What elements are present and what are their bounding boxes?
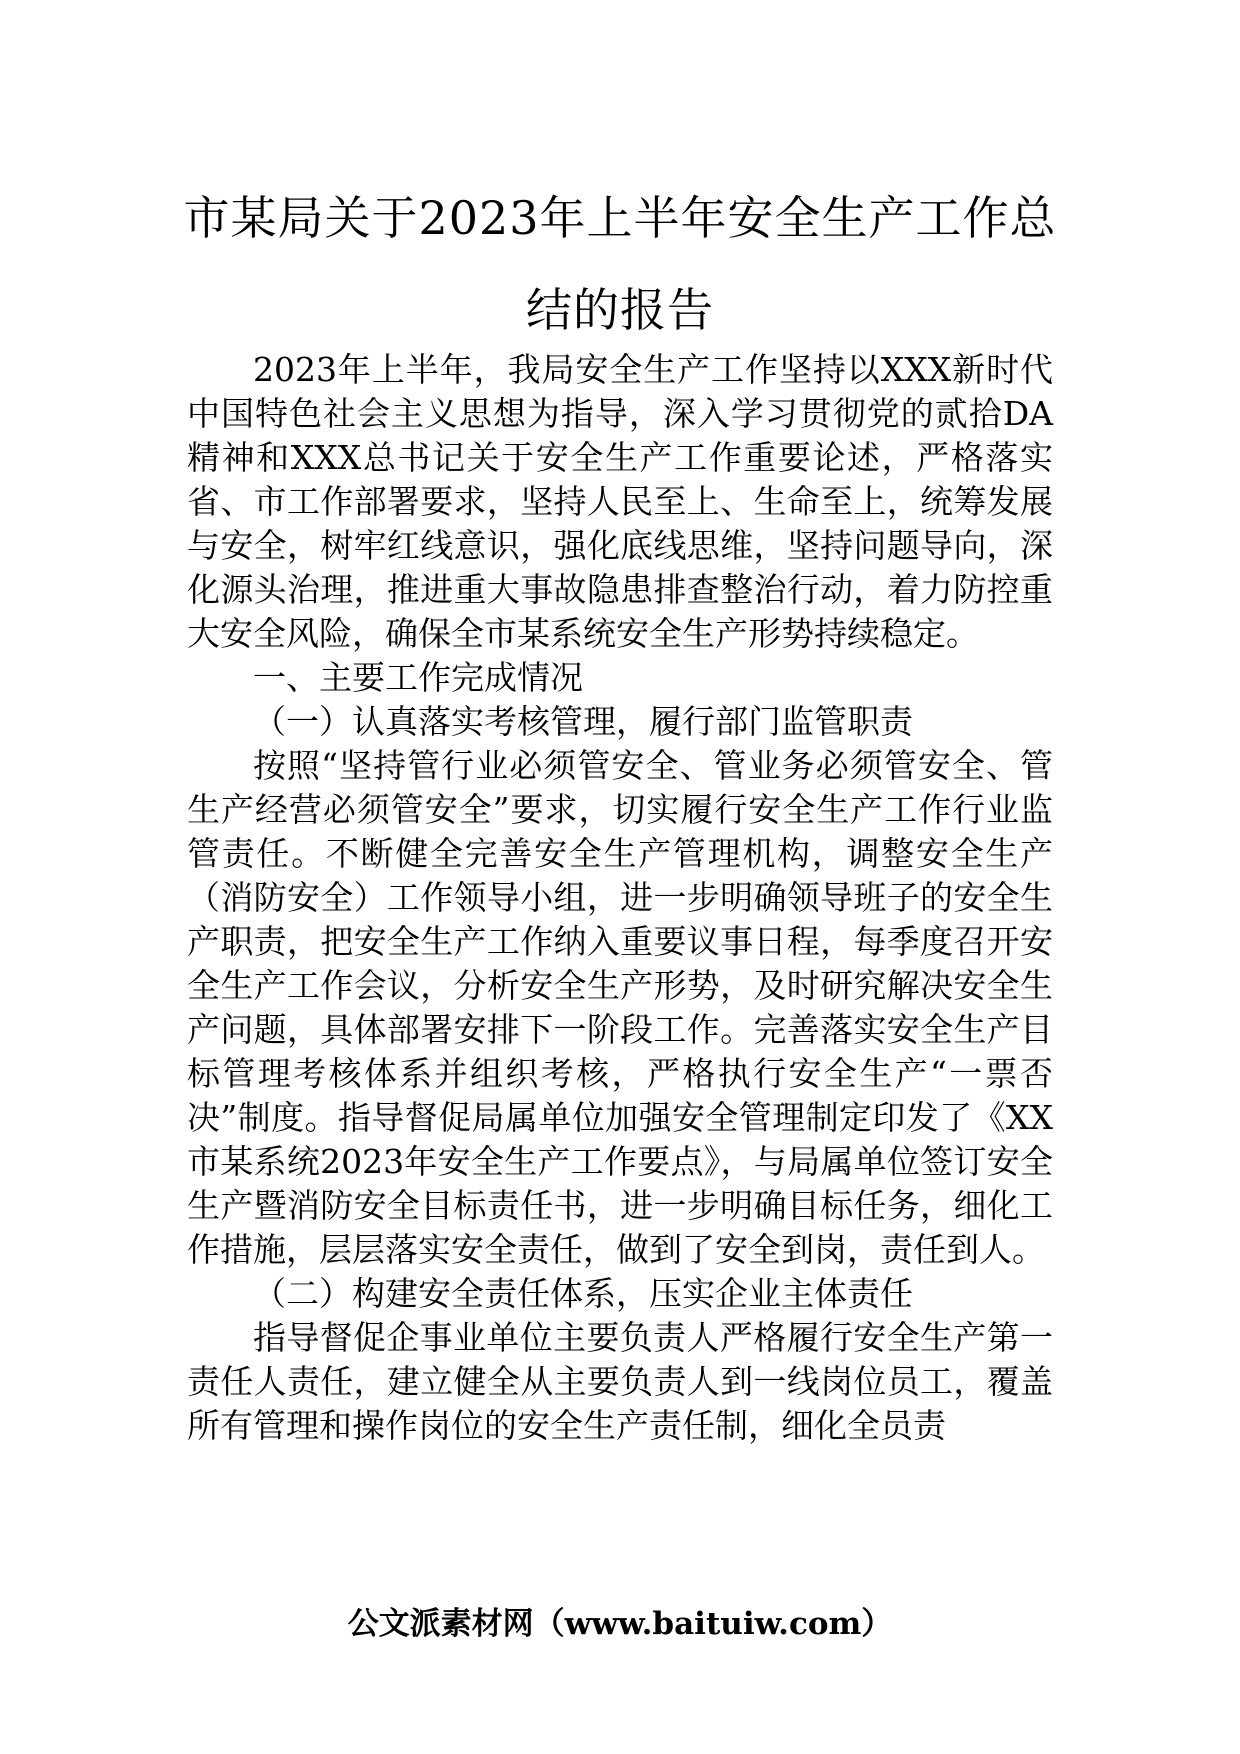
body-paragraph-2: 指导督促企事业单位主要负责人严格履行安全生产第一责任人责任，建立健全从主要负责人到一线岗位员工，覆盖所有管理和操作岗位的安全生产责任制，细化全员责	[187, 1318, 1053, 1445]
sub-heading-1: （一）认真落实考核管理，履行部门监管职责	[253, 702, 913, 741]
body-paragraph-1: 按照“坚持管行业必须管安全、管业务必须管安全、管生产经营必须管安全”要求，切实履行安全生产工作行业监管责任。不断健全完善安全生产管理机构，调整安全生产（消防安全）工作领导小组，进一步明确领导班子的安全生产职责，把安全生产工作纳入重要议事日程，每季度召开安全生产工作会议，分析安全生产形势，及时研究解决安全生产问题，具体部署安排下一阶段工作。完善落实安全生产目标管理考核体系并组织考核，严格执行安全生产“一票否决”制度。指导督促局属单位加强安全管理制定印发了《XX市某系统2023年安全生产工作要点》，与局属单位签订安全生产暨消防安全目标责任书，进一步明确目标任务，细化工作措施，层层落实安全责任，做到了安全到岗，责任到人。	[187, 746, 1053, 1269]
footer-watermark: 公文派素材网（www.baituiw.com）	[347, 1606, 893, 1642]
document-body	[187, 348, 1053, 1448]
section-heading-1: 一、主要工作完成情况	[253, 658, 583, 697]
intro-paragraph: 2023年上半年，我局安全生产工作坚持以XXX新时代中国特色社会主义思想为指导，深入学习贯彻党的贰拾DA精神和XXX总书记关于安全生产工作重要论述，严格落实省、市工作部署要求，坚持人民至上、生命至上，统筹发展与安全，树牢红线意识，强化底线思维，坚持问题导向，深化源头治理，推进重大事故隐患排查整治行动，着力防控重大安全风险，确保全市某系统安全生产形势持续稳定。	[187, 350, 1053, 653]
document-title-line-1: 市某局关于2023年上半年安全生产工作总	[183, 191, 1057, 245]
document-title-line-2: 结的报告	[526, 283, 714, 337]
sub-heading-2: （二）构建安全责任体系，压实企业主体责任	[253, 1274, 913, 1313]
